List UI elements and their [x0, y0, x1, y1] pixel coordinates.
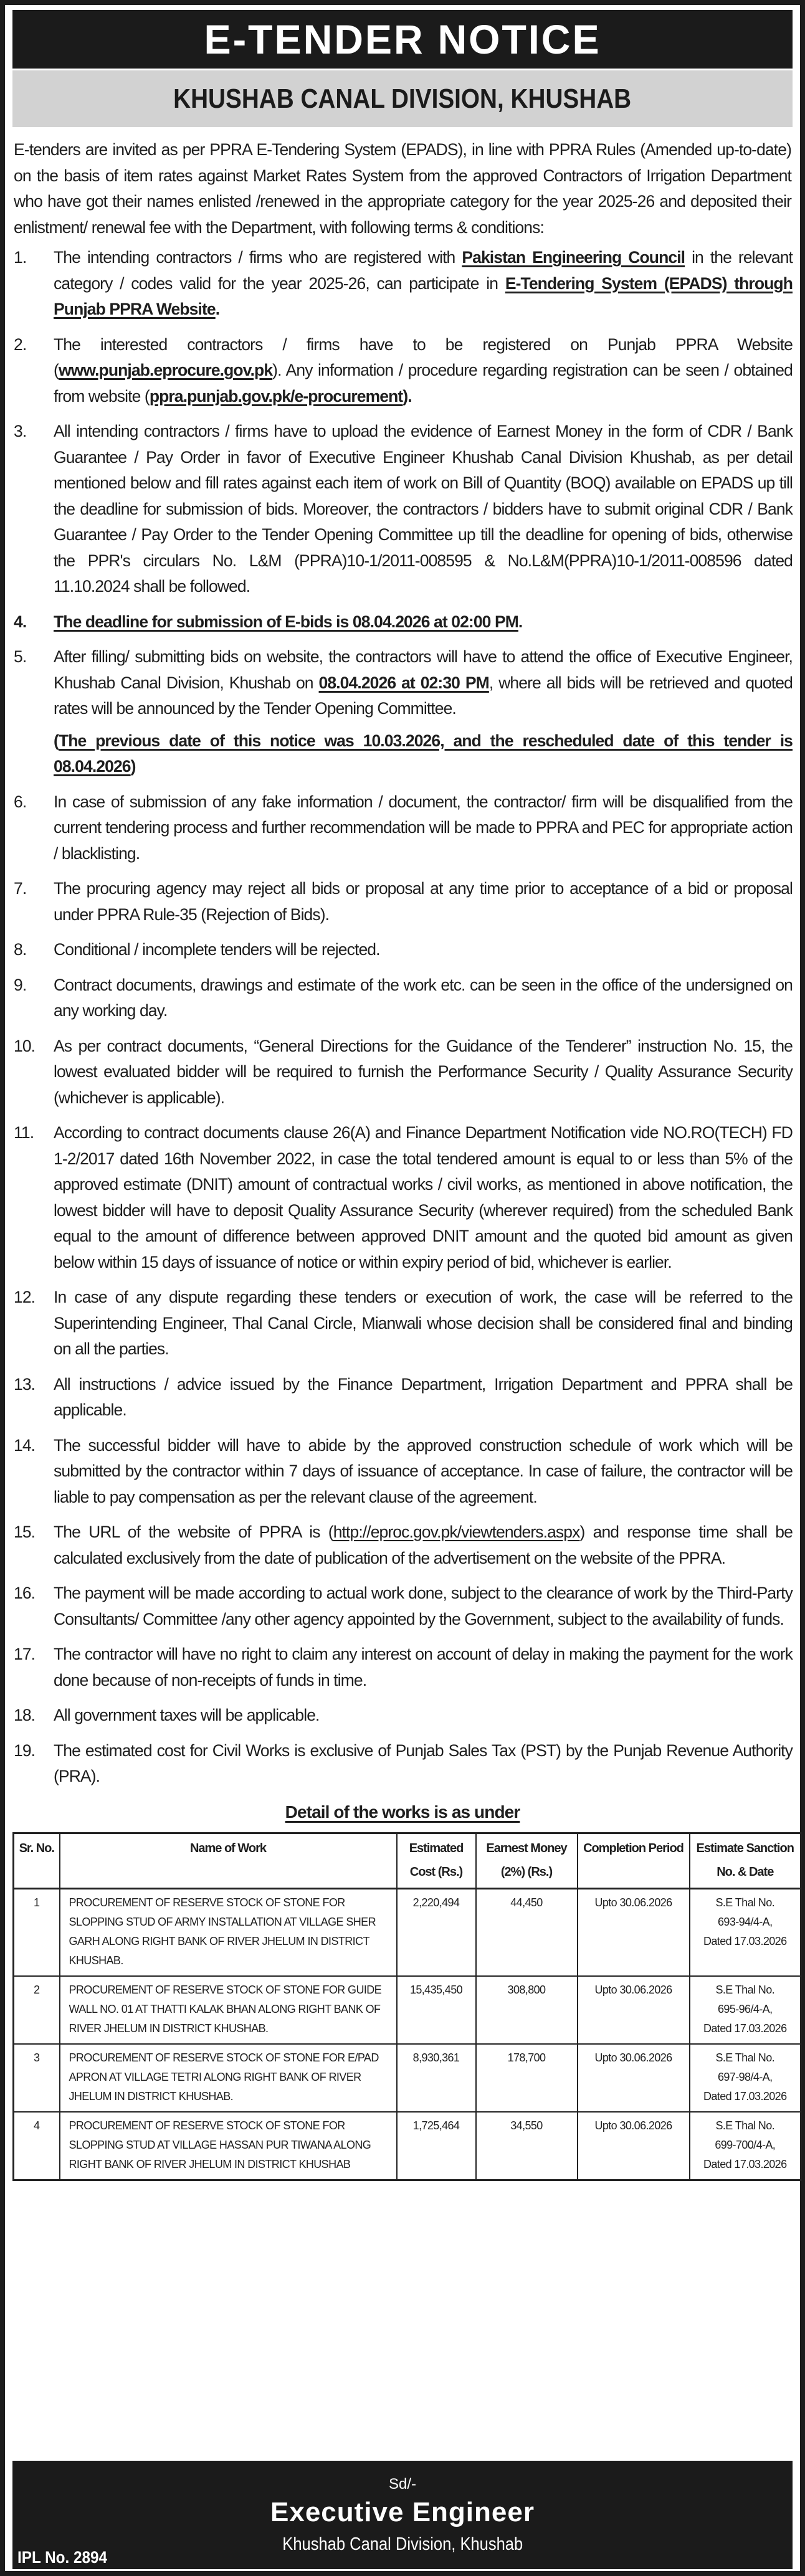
term-item: 8. Conditional / incomplete tenders will be rejected. [12, 937, 793, 963]
cell-sr-no: 1 [14, 1889, 60, 1977]
cell-estimated-cost: 15,435,450 [397, 1976, 476, 2044]
term-number: 2. [14, 335, 27, 354]
term-item: 3. All intending contractors / firms have to upload the evidence of Earnest Money in the form of CDR / Bank Guarantee / Pay Order in favor of Executive Engineer Khushab Canal Division Khushab, as per detail mentioned below and fill rates against each item of work on Bill of Quantity (BOQ) available on EPADS up till the deadline for submission of bids. Moreover, the contractors / bidders have to submit original CDR / Bank Guarantee / Pay Order to the Tender Opening Committee up till the deadline for opening of bids, otherwise the PPR's circulars No. L&M (PPRA)10-1/2011-008595 & No.L&M(PPRA)10-1/2011-008596 dated 11.10.2024 shall be followed. [12, 419, 793, 600]
cell-sanction [690, 1889, 801, 1977]
sanction-line: S.E Thal No. [715, 2051, 775, 2064]
term-number: 19. [14, 1741, 36, 1760]
term-item: 14. The successful bidder will have to abide by the approved construction schedule of work which will be submitted by the contractor within 7 days of issuance of acceptance. In case of failure, the contractor will be liable to pay compensation as per the relevant clause of the agreement. [12, 1433, 793, 1511]
sanction-line: 693-94/4-A, [718, 1916, 773, 1928]
sanction-line: 695-96/4-A, [718, 2003, 773, 2015]
table-row [14, 1976, 801, 2044]
term-number: 15. [14, 1523, 36, 1541]
term-item: 16. The payment will be made according to actual work done, subject to the clearance of work by the Third-Party Consultants/ Committee /any other agency appointed by the Government, subject to the availability of funds. [12, 1580, 793, 1632]
cell-name-of-work: PROCUREMENT OF RESERVE STOCK OF STONE FOR SLOPPING STUD AT VILLAGE HASSAN PUR TIWANA ALONG RIGHT BANK OF RIVER JHELUM IN DISTRICT KHUSHAB [60, 2112, 397, 2180]
col-name-of-work: Name of Work [60, 1833, 397, 1889]
table-row [14, 1889, 801, 1977]
reschedule-text: The previous date of this notice was 10.03.2026, and the rescheduled date of this tender is 08.04.2026 [54, 731, 793, 776]
cell-sr-no: 2 [14, 1976, 60, 2044]
sanction-line: Dated 17.03.2026 [703, 1935, 787, 1947]
col-estimated-cost: Estimated Cost (Rs.) [397, 1833, 476, 1889]
sanction-line: S.E Thal No. [715, 1984, 775, 1996]
cell-estimated-cost: 1,725,464 [397, 2112, 476, 2180]
notice-body [12, 137, 793, 2181]
cell-sanction [690, 1976, 801, 2044]
term-item: 7. The procuring agency may reject all bids or proposal at any time prior to acceptance of a bid or proposal under PPRA Rule-35 (Rejection of Bids). [12, 876, 793, 928]
ppra-url-link[interactable]: http://eproc.gov.pk/viewtenders.aspx [333, 1523, 580, 1541]
subtitle-band [12, 70, 793, 127]
col-completion-period: Completion Period [578, 1833, 690, 1889]
sanction-line: Dated 17.03.2026 [703, 2090, 787, 2103]
cell-sanction [690, 2044, 801, 2112]
cell-earnest-money: 34,550 [476, 2112, 578, 2180]
cell-completion-period: Upto 30.06.2026 [578, 1976, 690, 2044]
notice-title: E-TENDER NOTICE [204, 16, 601, 62]
cell-completion-period: Upto 30.06.2026 [578, 2112, 690, 2180]
term-item: 10. As per contract documents, “General Directions for the Guidance of the Tenderer” instruction No. 15, the lowest evaluated bidder will be required to furnish the Performance Security / Quality Assurance Security (whichever is applicable). [12, 1034, 793, 1111]
signature-band [12, 2461, 793, 2569]
opening-datetime: 08.04.2026 at 02:30 PM [318, 673, 489, 692]
term-number: 8. [14, 940, 27, 959]
col-sanction: Estimate Sanction No. & Date [690, 1833, 801, 1889]
term-item: 19. The estimated cost for Civil Works is exclusive of Punjab Sales Tax (PST) by the Punjab Revenue Authority (PRA). [12, 1738, 793, 1790]
table-row [14, 2044, 801, 2112]
term-number: 6. [14, 792, 27, 811]
cell-name-of-work: PROCUREMENT OF RESERVE STOCK OF STONE FOR E/PAD APRON AT VILLAGE TETRI ALONG RIGHT BANK OF RIVER JHELUM IN DISTRICT KHUSHAB. [60, 2044, 397, 2112]
term-item: 17. The contractor will have no right to claim any interest on account of delay in making the payment for the work done because of non-receipts of funds in time. [12, 1642, 793, 1693]
sanction-line: S.E Thal No. [715, 2119, 775, 2132]
term-number: 10. [14, 1036, 36, 1055]
term-number: 3. [14, 422, 27, 440]
title-band [12, 10, 793, 69]
term-number: 14. [14, 1435, 36, 1455]
cell-earnest-money: 178,700 [476, 2044, 578, 2112]
cell-completion-period: Upto 30.06.2026 [578, 1889, 690, 1977]
sanction-line: S.E Thal No. [715, 1896, 775, 1909]
works-table [12, 1832, 802, 2181]
term-number: 5. [14, 647, 27, 666]
term-item: 5. After filling/ submitting bids on website, the contractors will have to attend the office of Executive Engineer, Khushab Canal Division, Khushab on 08.04.2026 at 02:30 PM, where all bids will be retrieved and quoted rates will be announced by the Tender Opening Committee. [12, 644, 793, 722]
term-number: 16. [14, 1584, 36, 1602]
cell-name-of-work: PROCUREMENT OF RESERVE STOCK OF STONE FOR GUIDE WALL NO. 01 AT THATTI KALAK BHAN ALONG RIGHT BANK OF RIVER JHELUM IN DISTRICT KHUSHAB. [60, 1976, 397, 2044]
reschedule-note: (The previous date of this notice was 10.03.2026, and the rescheduled date of this tender is 08.04.2026) [54, 731, 793, 776]
term-item: 6. In case of submission of any fake information / document, the contractor/ firm will be disqualified from the current tendering process and further recommendation will be made to PPRA and PEC for appropriate action / blacklisting. [12, 789, 793, 867]
cell-completion-period: Upto 30.06.2026 [578, 2044, 690, 2112]
term-number: 1. [14, 248, 27, 267]
term-item: 2. The interested contractors / firms have to be registered on Punjab PPRA Website (www.punjab.eprocure.gov.pk). Any information / procedure regarding registration can be seen / obtained from website (ppra.punjab.gov.pk/e-procurement). [12, 332, 793, 410]
cell-earnest-money: 44,450 [476, 1889, 578, 1977]
term-number: 18. [14, 1706, 36, 1724]
notice-inner [12, 10, 793, 2571]
eprocure-link[interactable]: www.punjab.eprocure.gov.pk [58, 361, 273, 379]
cell-earnest-money: 308,800 [476, 1976, 578, 2044]
sanction-line: Dated 17.03.2026 [703, 2022, 787, 2035]
terms-list [12, 245, 793, 722]
term-item: 12. In case of any dispute regarding these tenders or execution of work, the case will be referred to the Superintending Engineer, Thal Canal Circle, Mianwali whose decision shall be considered final and binding on all the parties. [12, 1285, 793, 1362]
epads-highlight: E-Tendering System (EPADS) through Punjab PPRA Website [54, 273, 793, 318]
cell-name-of-work: PROCUREMENT OF RESERVE STOCK OF STONE FOR SLOPPING STUD OF ARMY INSTALLATION AT VILLAGE SHER GARH ALONG RIGHT BANK OF RIVER JHELUM IN DISTRICT KHUSHAB. [60, 1889, 397, 1977]
terms-list-continued [12, 789, 793, 1790]
sanction-line: 699-700/4-A, [715, 2139, 776, 2151]
col-sr-no: Sr. No. [14, 1833, 60, 1889]
pec-highlight: Pakistan Engineering Council [462, 248, 685, 267]
term-number: 13. [14, 1374, 36, 1394]
col-earnest-money: Earnest Money (2%) (Rs.) [476, 1833, 578, 1889]
term-number: 4. [14, 612, 27, 631]
ipl-number: IPL No. 2894 [17, 2548, 108, 2567]
term-number: 17. [14, 1645, 36, 1663]
signed-mark: Sd/- [388, 2476, 416, 2493]
division-name: KHUSHAB CANAL DIVISION, KHUSHAB [173, 83, 632, 114]
cell-sanction [690, 2112, 801, 2180]
table-row [14, 2112, 801, 2180]
term-item: 13. All instructions / advice issued by the Finance Department, Irrigation Department and PPRA shall be applicable. [12, 1372, 793, 1423]
term-number: 9. [14, 975, 27, 994]
term-item-deadline: 4. The deadline for submission of E-bids is 08.04.2026 at 02:00 PM. [12, 609, 793, 635]
term-number: 12. [14, 1288, 36, 1306]
cell-estimated-cost: 8,930,361 [397, 2044, 476, 2112]
cell-sr-no: 3 [14, 2044, 60, 2112]
term-item: 9. Contract documents, drawings and estimate of the work etc. can be seen in the office of the undersigned on any working day. [12, 972, 793, 1024]
ppra-procurement-link[interactable]: ppra.punjab.gov.pk/e-procurement [149, 386, 403, 406]
term-item: 11. According to contract documents clause 26(A) and Finance Department Notification vide NO.RO(TECH) FD 1-2/2017 dated 16th November 2022, in case the total tendered amount is equal to or less than 5% of the approved estimate (DNIT) amount of contractual works / civil works, as mentioned in above notification, the lowest bidder will have to deposit Quality Assurance Security (wherever required) from the scheduled Bank equal to the amount of difference between approved DNIT amount and the quoted bid amount as given below within 15 days of issuance of notice or within expiry period of bid, whichever is earlier. [12, 1120, 793, 1275]
cell-estimated-cost: 2,220,494 [397, 1889, 476, 1977]
deadline-text: The deadline for submission of E-bids is 08.04.2026 at 02:00 PM [54, 612, 518, 631]
sanction-line: 697-98/4-A, [718, 2071, 773, 2083]
term-number: 7. [14, 879, 27, 898]
table-header-row [14, 1833, 801, 1889]
cell-sr-no: 4 [14, 2112, 60, 2180]
term-item: 18. All government taxes will be applicable. [12, 1703, 793, 1729]
term-number: 11. [14, 1123, 34, 1142]
signatory-office: Khushab Canal Division, Khushab [282, 2534, 523, 2554]
term-item: 15. The URL of the website of PPRA is (http://eproc.gov.pk/viewtenders.aspx) and response time shall be calculated exclusively from the date of publication of the advertisement on the website of the PPRA. [12, 1519, 793, 1571]
intro-paragraph: E-tenders are invited as per PPRA E-Tendering System (EPADS), in line with PPRA Rules (Amended up-to-date) on the basis of item rates against Market Rates System from the approved Contractors of Irrigation Department who have got their names enlisted /renewed in the appropriate category for the year 2025-26 and deposited their enlistment/ renewal fee with the Department, with following terms & conditions: [14, 140, 791, 237]
works-table-body [14, 1889, 801, 2180]
signatory-designation: Executive Engineer [270, 2497, 535, 2527]
sanction-line: Dated 17.03.2026 [703, 2158, 787, 2170]
term-item: 1. The intending contractors / firms who are registered with Pakistan Engineering Council in the relevant category / codes valid for the year 2025-26, can participate in E-Tendering System (EPADS) through Punjab PPRA Website. [12, 245, 793, 323]
works-heading: Detail of the works is as under [285, 1802, 520, 1822]
